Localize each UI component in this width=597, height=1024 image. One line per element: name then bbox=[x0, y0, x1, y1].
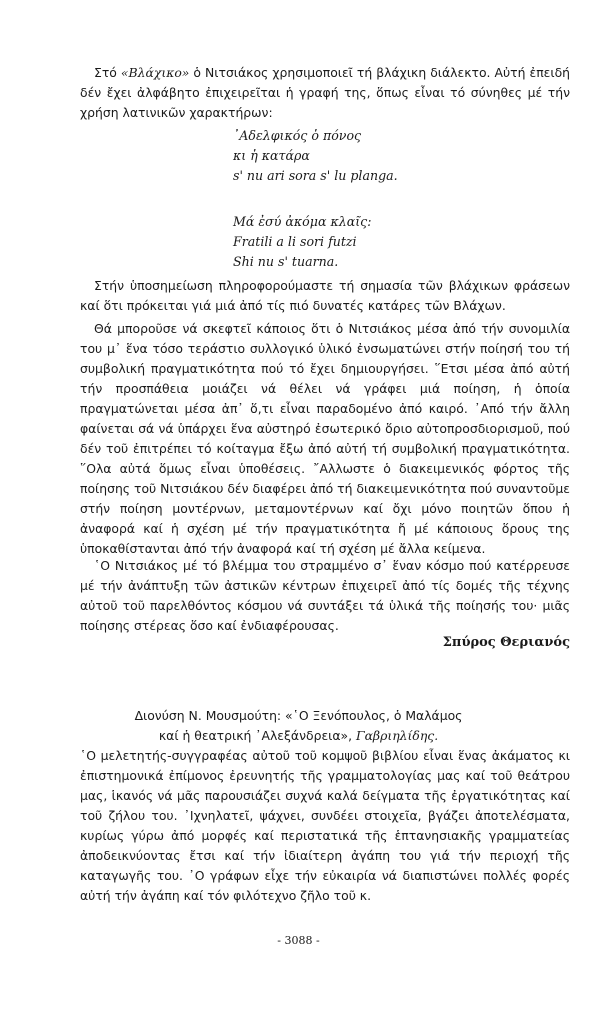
paragraph-footnote-note bbox=[80, 276, 570, 316]
review-title-line-2: καί ἡ θεατρική ᾿Αλεξάνδρεια», bbox=[158, 728, 353, 743]
paragraph-analysis bbox=[80, 319, 570, 559]
paragraph-conclusion bbox=[80, 556, 570, 636]
poem-stanza-2 bbox=[233, 212, 371, 272]
intro-text: ὁ Νιτσιάκος χρησιμοποιεῖ τή βλάχικη διάλεκτο. Αὐτή ἐπειδή δέν ἔχει ἀλφάβητο ἐπιχειρεῖται ἡ γραφή της, ὅπως εἶναι τό σύνηθες μέ τήν χρήση λατινικῶν χαρακτήρων: bbox=[80, 65, 571, 120]
page-number: - 3088 - bbox=[277, 934, 320, 947]
review-publisher: Γαβριηλίδης. bbox=[352, 728, 439, 743]
author-signature: Σπύρος Θεριανός bbox=[442, 635, 570, 650]
intro-italic-title: «Βλάχικο» bbox=[120, 65, 190, 80]
paragraph-review bbox=[80, 746, 570, 906]
review-title-line-1: Διονύση Ν. Μουσμούτη: «῾Ο Ξενόπουλος, ὁ Μαλάμος bbox=[134, 708, 463, 723]
paragraph-text: Θά μποροῦσε νά σκεφτεῖ κάποιος ὅτι ὁ Νιτσιάκος μέσα ἀπό τήν συνομιλία του μ᾿ ἕνα τόσο τεράστιο συλλογικό ὑλικό ἐνσωματώνει στήν ποίησή του τή συμβολική πραγματικότητα πού τό ἔχει δημιουργήσει. ῞Ετσι μέσα ἀπό αὐτή τήν προσπάθεια μοιάζει νά θέλει νά γράφει μιά ποίηση, ἡ ὁποία πραγματώνεται μέσα ἀπ᾿ ὅ,τι εἶναι παραδομένο ἀπό καιρό. ᾿Από τήν ἄλλη φαίνεται σά νά ὑπάρχει ἕνα αὐστηρό ἐσωτερικό ὅριο αὐτοπροσδιορισμοῦ, πού δέν τοῦ ἐπιτρέπει τό κοίταγμα ἔξω ἀπό αὐτή τή συμβολική πραγματικότητα. ῞Ολα αὐτά ὅμως εἶναι ὑποθέσεις. ῎Αλλωστε ὁ διακειμενικός φόρτος τῆς ποίησης τοῦ Νιτσιάκου δέν διαφέρει ἀπό τή διακειμενικότητα πού συναντοῦμε στήν ποίηση μοντέρνων, μεταμοντέρνων καί ὄχι μόνο ποιητῶν ὅπου ἡ ἀναφορά καί ἡ σχέση μέ τήν πραγματικότητα ἤ μέ κάποιους ὅρους της ὑποκαθίστανται ἀπό τήν ἀναφορά καί τή σχέση μέ ἄλλα κείμενα. bbox=[80, 321, 570, 556]
paragraph-text: Στήν ὑποσημείωση πληροφορούμαστε τή σημασία τῶν βλάχικων φράσεων καί ὅτι πρόκειται γιά μιά ἀπό τίς πιό δυνατές κατάρες τῶν Βλάχων. bbox=[80, 278, 570, 313]
poem-line: κι ἡ κατάρα bbox=[233, 148, 310, 163]
paragraph-text: ῾Ο Νιτσιάκος μέ τό βλέμμα του στραμμένο σ᾿ ἕναν κόσμο πού κατέρρευσε μέ τήν ἀνάπτυξη τῶν ἀστικῶν κέντρων ἐπιχειρεῖ ἀπό τίς δομές τῆς τέχνης αὐτοῦ τοῦ παρελθόντος κόσμου νά συντάξει τά ὑλικά τῆς ποίησής του· μιᾶς ποίησης στέρεας ὅσο καί ἐνδιαφέρουσας. bbox=[80, 558, 570, 633]
poem-line: Shi nu s' tuarna. bbox=[233, 254, 339, 269]
poem-line: s' nu ari sora s' lu planga. bbox=[233, 168, 398, 183]
intro-lead: Στό bbox=[94, 65, 121, 80]
poem-stanza-1 bbox=[233, 126, 398, 186]
paragraph-text: ῾Ο μελετητής-συγγραφέας αὐτοῦ τοῦ κομψοῦ βιβλίου εἶναι ἕνας ἀκάματος κι ἐπιστημονικά ἐπίμονος ἐρευνητής τῆς γραμματολογίας μας καί τοῦ θεάτρου μας, ἱκανός νά μᾶς παρουσιάζει συχνά καλά δείγματα τῆς ἐργατικότητας καί τοῦ ζήλου του. ᾿Ιχνηλατεῖ, ψάχνει, συνδέει στοιχεῖα, βγάζει ἀποτελέσματα, κυρίως γύρω ἀπό μορφές καί περιστατικά τῆς ἑπτανησιακῆς γραμματείας ἀποδεικνύοντας ἔτσι καί τήν ἰδιαίτερη ἀγάπη του γιά τήν περιοχή τῆς καταγωγῆς του. ᾿Ο γράφων εἶχε τήν εὐκαιρία νά διαπιστώνει πολλές φορές αὐτή τήν ἀγάπη καί τόν φιλότεχνο ζῆλο τοῦ κ. bbox=[80, 748, 570, 903]
poem-line: ᾿Αδελφικός ὁ πόνος bbox=[233, 128, 362, 143]
poem-line: Fratili a li sori futzi bbox=[233, 234, 357, 249]
paragraph-intro bbox=[80, 63, 570, 123]
review-heading bbox=[0, 706, 597, 746]
poem-line: Μά ἐσύ ἀκόμα κλαῖς: bbox=[233, 214, 372, 229]
